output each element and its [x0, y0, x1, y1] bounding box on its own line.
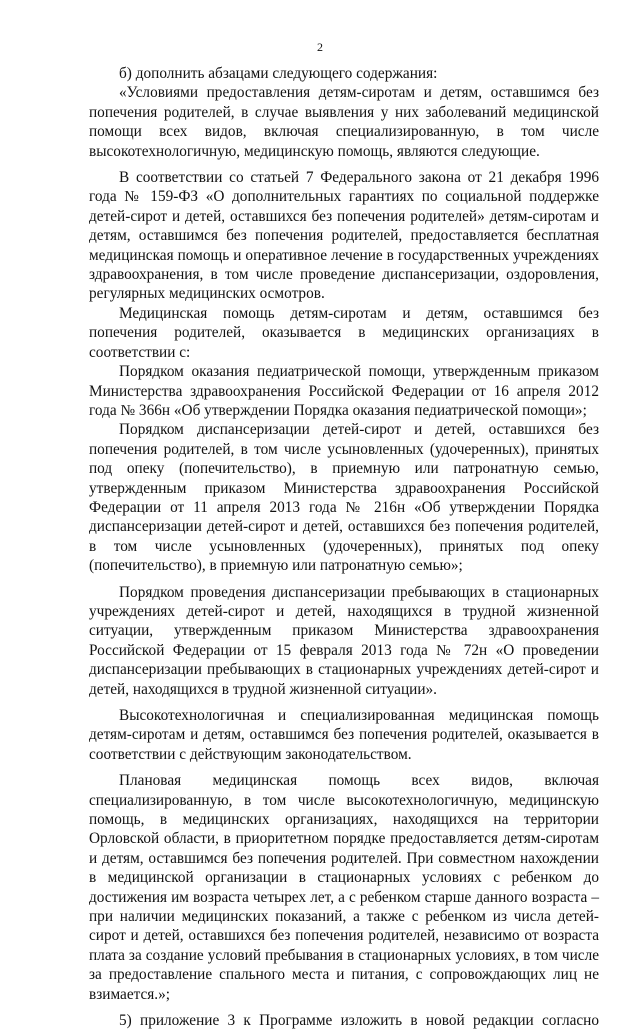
paragraph-intro: б) дополнить абзацами следующего содержания:: [119, 65, 438, 82]
document-body: [89, 64, 599, 1031]
paragraph-planned-help: Плановая медицинская помощь всех видов, включая специализированную, в том числе высокотехнологичную, медицинскую помощь, в медицинских организациях, находящихся на территории Орловской области, в приоритетном порядке предоставляется детям-сиротам и детям, оставшимся без попечения родителей. При совместном нахождении в медицинской организации в стационарных условиях с ребенком до достижения им возраста четырех лет, а с ребенком старше данного возраста – при наличии медицинских показаний, а также с ребенком из числа детей-сирот и детей, оставшихся без попечения родителей, независимо от возраста плата за создание условий пребывания в стационарных условиях, в том числе за предоставление спального места и питания, с сопровождающих лиц не взимается.»;: [89, 772, 599, 1003]
paragraph-dispensary-order: Порядком диспансеризации детей-сирот и детей, оставшихся без попечения родителей, в том числе усыновленных (удочеренных), принятых под опеку (попечительство), в приемную или патронатную семью, утвержденным приказом Министерства здравоохранения Российской Федерации от 11 апреля 2013 года № 216н «Об утверждении Порядка диспансеризации детей-сирот и детей, оставшихся без попечения родителей, в том числе усыновленных (удочеренных), принятых под опеку (попечительство), в приемную или патронатную семью»;: [89, 421, 599, 575]
paragraph-high-tech: Высокотехнологичная и специализированная медицинская помощь детям-сиротам и детям, оставшимся без попечения родителей, оказывается в соответствии с действующим законодательством.: [89, 707, 599, 763]
paragraph-federal-law: В соответствии со статьей 7 Федерального закона от 21 декабря 1996 года № 159-ФЗ «О дополнительных гарантиях по социальной поддержке детей-сирот и детей, оставшихся без попечения родителей» детям-сиротам и детям, оставшимся без попечения родителей, предоставляется бесплатная медицинская помощь и оперативное лечение в государственных учреждениях здравоохранения, в том числе проведение диспансеризации, оздоровления, регулярных медицинских осмотров.: [89, 169, 599, 303]
paragraph-conditions: «Условиями предоставления детям-сиротам и детям, оставшимся без попечения родителей, в случае выявления у них заболеваний медицинской помощи всех видов, включая специализированную, в том числе высокотехнологичную, медицинскую помощь, являются следующие.: [89, 84, 599, 160]
paragraph-appendix: 5) приложение 3 к Программе изложить в новой редакции согласно: [119, 1012, 599, 1030]
page-number: 2: [317, 40, 323, 54]
paragraph-stationary-order: Порядком проведения диспансеризации пребывающих в стационарных учреждениях детей-сирот и детей, находящихся в трудной жизненной ситуации, утвержденным приказом Министерства здравоохранения Российской Федерации от 15 февраля 2013 года № 72н «О проведении диспансеризации пребывающих в стационарных учреждениях детей-сирот и детей, находящихся в трудной жизненной ситуации».: [89, 583, 599, 698]
paragraph-pediatric-order: Порядком оказания педиатрической помощи, утвержденным приказом Министерства здравоохранения Российской Федерации от 16 апреля 2012 года № 366н «Об утверждении Порядка оказания педиатрической помощи»;: [89, 363, 599, 419]
paragraph-medical-help: Медицинская помощь детям-сиротам и детям, оставшимся без попечения родителей, оказывается в медицинских организациях в соответствии с:: [89, 304, 599, 361]
